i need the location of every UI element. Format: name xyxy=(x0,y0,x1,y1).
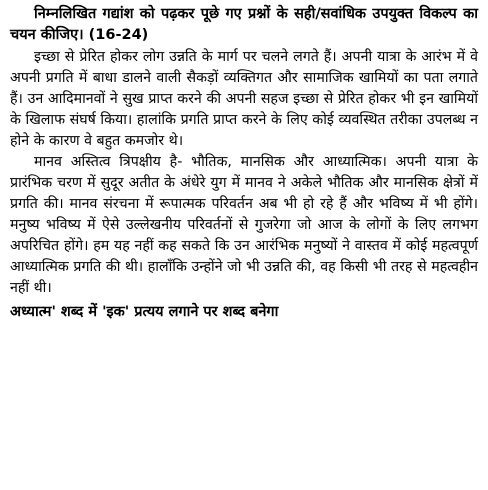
question-text: अध्यात्म' शब्द में 'इक' प्रत्यय लगाने पर शब्द बनेगा xyxy=(10,304,279,320)
passage-paragraph-2: मानव अस्तित्व त्रिपक्षीय है- भौतिक, मानसिक और आध्यात्मिक। अपनी यात्रा के प्रारंभिक चरण में सुदूर अतीत के अंधेरे युग में मानव ने अकेले भौतिक और मानसिक क्षेत्रों में प्रगति की। मानव संरचना में रूपात्मक परिवर्तन अब भी हो रहे हैं और भविष्य में भी होंगे। मनुष्य भविष्य में ऐसे उल्लेखनीय परिवर्तनों से गुजरेगा जो आज के लोगों के लिए लगभग अपरिचित होंगे। हम यह नहीं कह सकते कि उन आरंभिक मनुष्यों ने वास्तव में कोई महत्वपूर्ण आध्यात्मिक प्रगति की थी। हालाँकि उन्होंने जो भी उन्नति की, वह किसी भी तरह से महत्वहीन नहीं थी। xyxy=(10,154,478,296)
instruction-heading: निम्नलिखित गद्यांश को पढ़कर पूछे गए प्रश्नों के सही/सवांधिक उपयुक्त विकल्प का चयन कीजिए। (16-24) xyxy=(10,6,478,43)
passage-paragraph-1: इच्छा से प्रेरित होकर लोग उन्नति के मार्ग पर चलने लगते हैं। अपनी यात्रा के आरंभ में वे अपनी प्रगति में बाधा डालने वाली सैकड़ों व्यक्तिगत और सामाजिक खामियों का पता लगाते हैं। उन आदिमानवों ने सुख प्राप्त करने की अपनी सहज इच्छा से प्रेरित होकर भी इन खामियों के खिलाफ संघर्ष किया। हालांकि प्रगति प्राप्त करने के लिए कोई व्यवस्थित तरीका उपलब्ध न होने के कारण वे बहुत कमजोर थे। xyxy=(10,49,478,149)
